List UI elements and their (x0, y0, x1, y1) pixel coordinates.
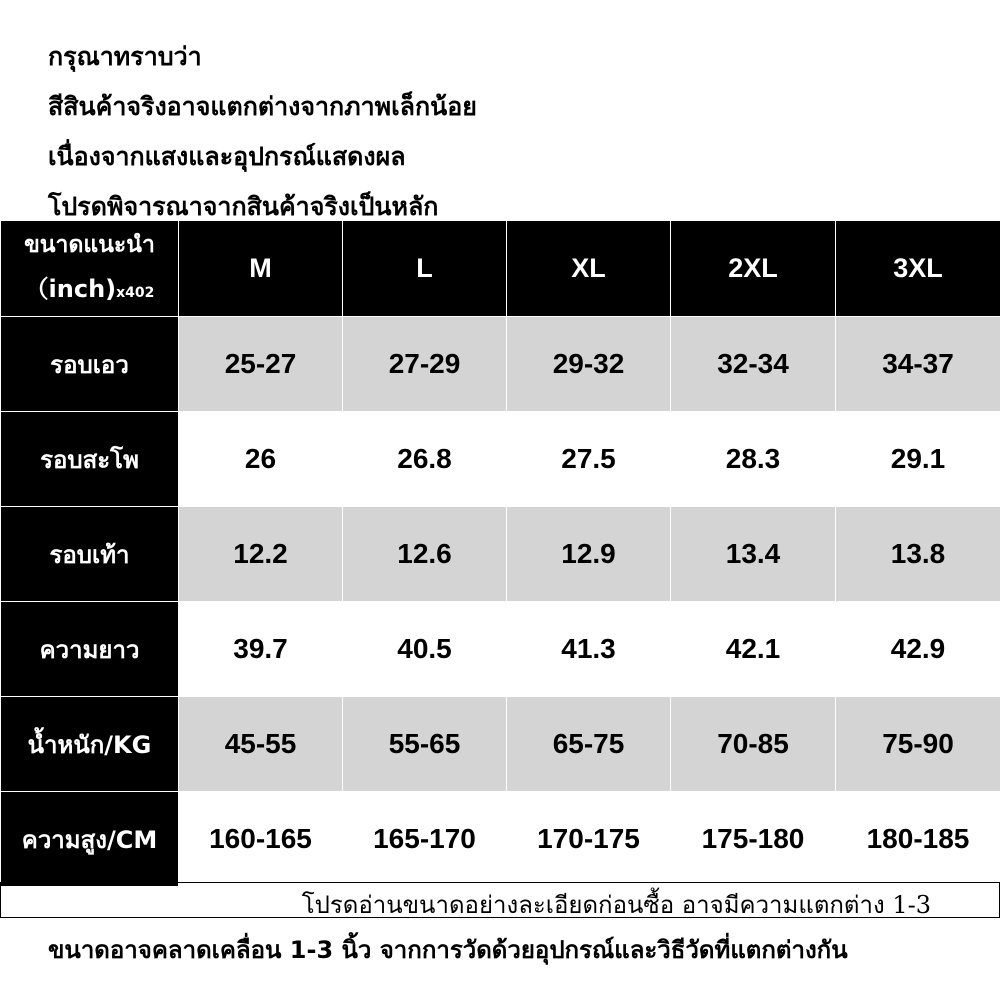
size-header-2xl: 2XL (671, 221, 836, 317)
size-recommendation-header (1, 221, 179, 317)
table-cell: 12.2 (179, 507, 343, 602)
table-cell: 39.7 (179, 602, 343, 697)
table-row (1, 602, 1000, 697)
table-cell: 175-180 (671, 792, 836, 887)
table-row (1, 317, 1000, 412)
size-header-xl: XL (507, 221, 671, 317)
row-label-height: ความสูง/CM (1, 792, 179, 887)
table-cell: 26 (179, 412, 343, 507)
table-cell: 29.1 (836, 412, 1000, 507)
table-cell: 45-55 (179, 697, 343, 792)
table-row (1, 507, 1000, 602)
table-cell: 65-75 (507, 697, 671, 792)
size-recommendation-title: ขนาดแนะนำ (24, 231, 155, 258)
table-cell: 12.6 (343, 507, 507, 602)
table-row (1, 412, 1000, 507)
notice-line: กรุณาทราบว่า (48, 42, 202, 71)
table-cell: 29-32 (507, 317, 671, 412)
unit-inch: （inch) (24, 274, 117, 303)
table-header-row (1, 221, 1000, 317)
bottom-note: ขนาดอาจคลาดเคลื่อน 1-3 นิ้ว จากการวัดด้วยอุปกรณ์และวิธีวัดที่แตกต่างกัน (48, 936, 848, 964)
row-label-length: ความยาว (1, 602, 179, 697)
footer-note: โปรดอ่านขนาดอย่างละเอียดก่อนซื้อ อาจมีความแตกต่าง 1-3 (301, 891, 931, 919)
table-cell: 55-65 (343, 697, 507, 792)
table-cell: 165-170 (343, 792, 507, 887)
size-header-l: L (343, 221, 507, 317)
table-cell: 42.9 (836, 602, 1000, 697)
table-cell: 13.8 (836, 507, 1000, 602)
table-cell: 41.3 (507, 602, 671, 697)
row-label-foot: รอบเท้า (1, 507, 179, 602)
footer-note-box (0, 882, 1000, 918)
table-cell: 28.3 (671, 412, 836, 507)
row-label-hip: รอบสะโพ (1, 412, 179, 507)
row-label-waist: รอบเอว (1, 317, 179, 412)
table-row (1, 792, 1000, 887)
table-cell: 160-165 (179, 792, 343, 887)
table-cell: 27.5 (507, 412, 671, 507)
table-cell: 70-85 (671, 697, 836, 792)
size-header-m: M (179, 221, 343, 317)
table-cell: 27-29 (343, 317, 507, 412)
notice-line: โปรดพิจารณาจากสินค้าจริงเป็นหลัก (48, 192, 439, 221)
table-cell: 170-175 (507, 792, 671, 887)
table-row (1, 697, 1000, 792)
table-cell: 26.8 (343, 412, 507, 507)
notice-line: เนื่องจากแสงและอุปกรณ์แสดงผล (48, 142, 406, 171)
notice-line: สีสินค้าจริงอาจแตกต่างจากภาพเล็กน้อย (48, 92, 477, 121)
unit-label (1, 267, 178, 315)
table-cell: 25-27 (179, 317, 343, 412)
size-header-3xl: 3XL (836, 221, 1000, 317)
size-chart-table (0, 220, 1000, 887)
notice-block (48, 38, 477, 238)
table-cell: 75-90 (836, 697, 1000, 792)
row-label-weight: น้ำหนัก/KG (1, 697, 179, 792)
table-cell: 12.9 (507, 507, 671, 602)
table-cell: 40.5 (343, 602, 507, 697)
table-cell: 42.1 (671, 602, 836, 697)
unit-multiplier: x402 (116, 284, 155, 301)
table-cell: 13.4 (671, 507, 836, 602)
table-cell: 34-37 (836, 317, 1000, 412)
table-cell: 32-34 (671, 317, 836, 412)
table-cell: 180-185 (836, 792, 1000, 887)
